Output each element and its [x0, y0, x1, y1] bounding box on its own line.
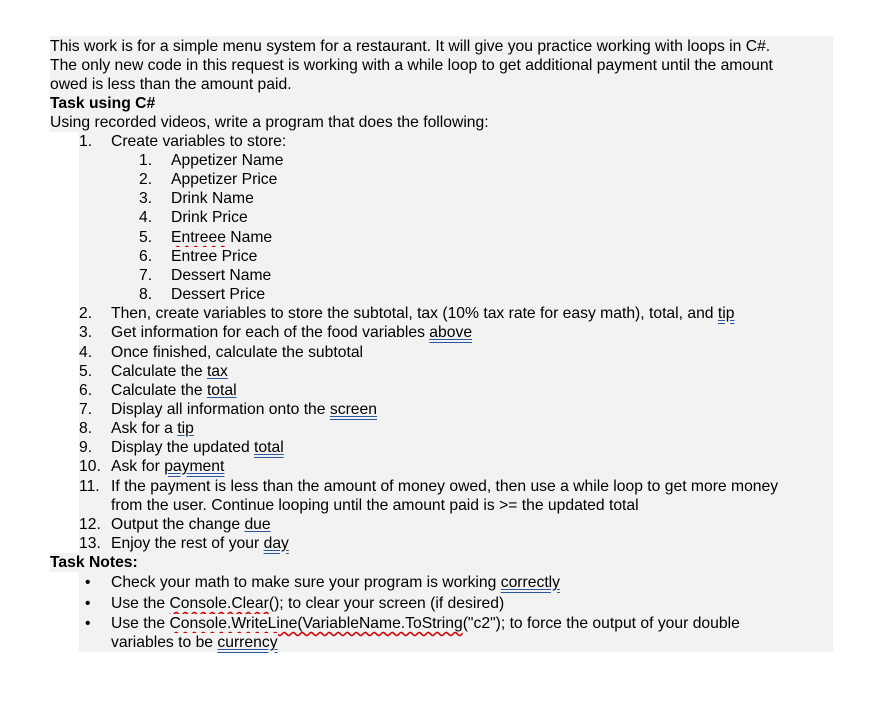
list-number: 5.	[79, 363, 93, 380]
sub-number: 2.	[139, 171, 153, 188]
bullet-icon: •	[85, 595, 91, 612]
list-item-7	[79, 400, 377, 419]
list-number: 11.	[79, 478, 100, 495]
grammar-mark: total	[254, 439, 284, 456]
note-text: (); to clear your screen (if desired)	[268, 595, 505, 612]
sub-text: Entree Price	[171, 248, 258, 265]
note-item-3	[79, 614, 740, 633]
sub-number: 8.	[139, 286, 153, 303]
list-item-13	[79, 534, 289, 553]
list-number: 12.	[79, 516, 101, 533]
list-number: 8.	[79, 420, 93, 437]
note-item-1	[79, 573, 560, 592]
sub-item-2	[139, 170, 277, 189]
task-intro: Using recorded videos, write a program that does the following:	[50, 114, 489, 131]
intro-line-3: owed is less than the amount paid.	[50, 76, 292, 93]
list-number: 3.	[79, 324, 93, 341]
sub-number: 4.	[139, 209, 153, 226]
note-text: ("c2"); to force the output of your double	[462, 615, 740, 632]
list-text: from the user. Continue looping until the amount paid is >= the updated total	[111, 497, 639, 514]
list-item-5	[79, 362, 228, 381]
list-text: Display all information onto the	[111, 401, 330, 418]
list-item-9	[79, 438, 284, 457]
sub-text: Drink Price	[171, 209, 248, 226]
sub-item-4	[139, 208, 248, 227]
list-item-10	[79, 457, 224, 476]
grammar-mark: currency	[217, 634, 278, 651]
list-text: Display the updated	[111, 439, 255, 456]
list-text: Create variables to store:	[111, 133, 287, 150]
spellcheck-code: Console.WriteLine(VariableName.ToString	[169, 615, 463, 632]
notes-heading: Task Notes:	[50, 554, 138, 571]
list-text: Ask for	[111, 458, 165, 475]
list-number: 6.	[79, 382, 93, 399]
list-text: If the payment is less than the amount of money owed, then use a while loop to get more money	[111, 478, 779, 495]
sub-item-6	[139, 247, 257, 266]
list-item-8	[79, 419, 194, 438]
list-number: 13.	[79, 535, 101, 552]
grammar-mark: payment	[164, 458, 225, 475]
list-number: 1.	[79, 133, 93, 150]
sub-number: 1.	[139, 152, 153, 169]
list-item-12	[79, 515, 271, 534]
list-text: Ask for a	[111, 420, 178, 437]
list-text: Once finished, calculate the subtotal	[111, 344, 364, 361]
intro-line-1: This work is for a simple menu system for a restaurant. It will give you practice working with loops in C#.	[50, 38, 771, 55]
list-item-3	[79, 323, 472, 342]
sub-item-7	[139, 266, 271, 285]
sub-item-5	[139, 228, 272, 247]
grammar-mark: above	[429, 324, 473, 341]
grammar-mark: tip	[717, 305, 735, 322]
list-text: Calculate the	[111, 363, 207, 380]
note-text: Check your math to make sure your program is working	[111, 574, 501, 591]
spellcheck-word: Entreee	[171, 229, 226, 246]
list-item-2	[79, 304, 734, 323]
sub-text: Name	[225, 229, 273, 246]
bullet-icon: •	[85, 615, 91, 632]
list-text: Get information for each of the food variables	[111, 324, 430, 341]
note-text: variables to be	[111, 634, 218, 651]
intro-line-2: The only new code in this request is working with a while loop to get additional payment until the amount	[50, 57, 773, 74]
note-text: Use the	[111, 615, 170, 632]
spellcheck-code: Console.Clear	[169, 595, 269, 612]
list-text: Output the change	[111, 516, 245, 533]
list-number: 4.	[79, 344, 93, 361]
list-item-11	[79, 477, 778, 496]
list-number: 10.	[79, 458, 101, 475]
list-item-4	[79, 343, 363, 362]
grammar-mark: tip	[177, 420, 194, 437]
grammar-mark: day	[263, 535, 289, 552]
list-item-6	[79, 381, 237, 400]
list-number: 9.	[79, 439, 93, 456]
grammar-mark: correctly	[500, 574, 561, 591]
grammar-mark: tax	[206, 363, 228, 380]
grammar-mark: screen	[329, 401, 377, 418]
sub-number: 6.	[139, 248, 153, 265]
note-text: Use the	[111, 595, 170, 612]
sub-text: Appetizer Name	[171, 152, 284, 169]
list-item-1	[79, 132, 286, 151]
task-heading: Task using C#	[50, 95, 156, 112]
sub-item-1	[139, 151, 283, 170]
sub-number: 7.	[139, 267, 153, 284]
sub-item-3	[139, 189, 254, 208]
list-text: Then, create variables to store the subtotal, tax (10% tax rate for easy math), total, and	[111, 305, 718, 322]
sub-text: Drink Name	[171, 190, 254, 207]
grammar-mark: due	[244, 516, 271, 533]
list-text: Calculate the	[111, 382, 207, 399]
note-item-3-continued	[79, 633, 278, 652]
sub-text: Appetizer Price	[171, 171, 278, 188]
grammar-mark: total	[206, 382, 237, 399]
note-item-2	[79, 594, 504, 613]
list-number: 7.	[79, 401, 93, 418]
sub-text: Dessert Name	[171, 267, 272, 284]
sub-text: Dessert Price	[171, 286, 266, 303]
list-number: 2.	[79, 305, 93, 322]
sub-item-8	[139, 285, 265, 304]
sub-number: 3.	[139, 190, 153, 207]
list-text: Enjoy the rest of your	[111, 535, 264, 552]
list-item-11-continued	[79, 496, 639, 515]
sub-number: 5.	[139, 229, 153, 246]
bullet-icon: •	[85, 574, 91, 591]
